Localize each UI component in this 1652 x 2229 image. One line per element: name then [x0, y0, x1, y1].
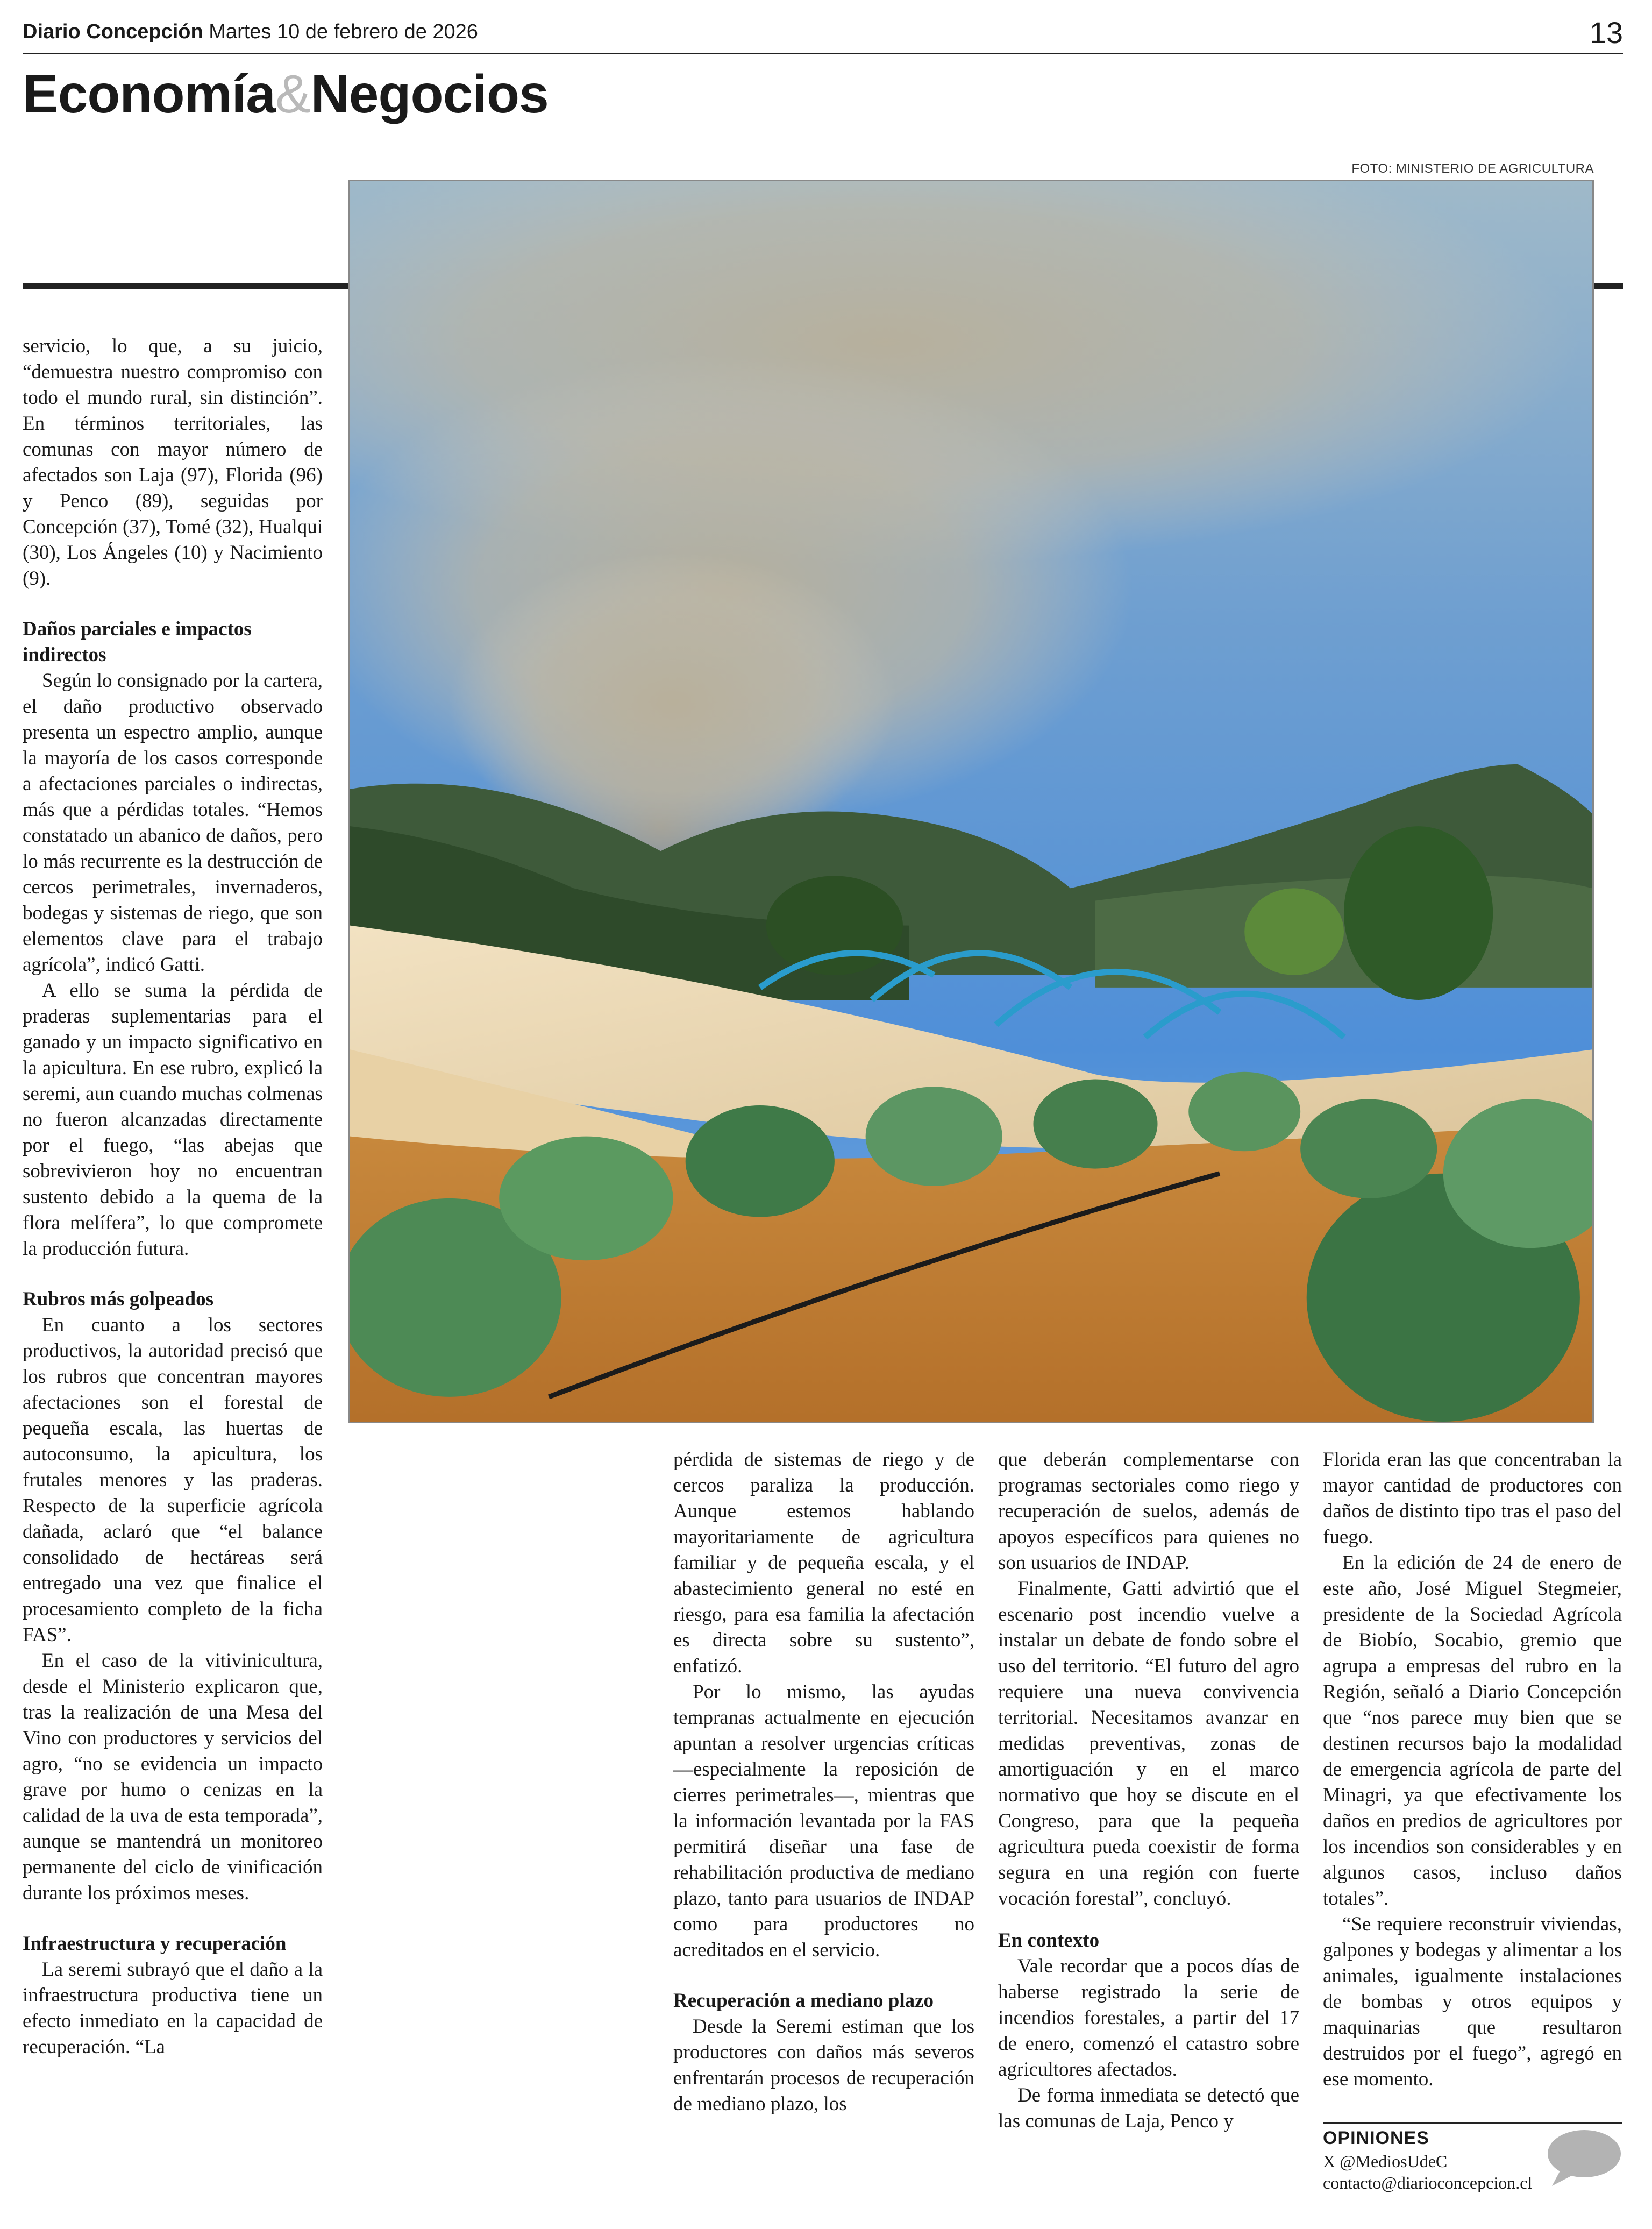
section-rule-right	[1594, 283, 1623, 289]
subheading-partial-damage: Daños parciales e impactos indirectos	[23, 618, 252, 666]
opinions-rule	[1323, 2122, 1622, 2124]
paragraph: Finalmente, Gatti advirtió que el escenario post incendio vuelve a instalar un debate de fondo sobre el uso del territorio. “El futuro del agro requiere una nueva convivencia territorial. Necesitamos avanzar en medidas preventivas, zonas de amortiguación y en el marco normativo que hoy se discute en el Congreso, para que la pequeña agricultura pueda coexistir de forma segura en una región con fuerte vocación forestal”, concluyó.	[998, 1578, 1299, 1909]
paragraph: Florida eran las que concentraban la mayor cantidad de productores con daños de distinto tipo tras el paso del fuego.	[1323, 1449, 1622, 1548]
page-number: 13	[1589, 16, 1623, 49]
section-title-ampersand: &	[275, 64, 311, 124]
paper-name: Diario Concepción	[23, 20, 203, 43]
opinions-x-handle[interactable]: X @MediosUdeC	[1323, 2152, 1448, 2171]
section-rule-left	[23, 283, 348, 289]
subheading-infrastructure: Infraestructura y recuperación	[23, 1933, 287, 1955]
paragraph: En cuanto a los sectores productivos, la autoridad precisó que los rubros que concentran mayores afectaciones son el forestal de pequeña escala, las huertas de autoconsumo, la apicultura, los frutales menores y las praderas. Respecto de la superficie agrícola dañada, aclaró que “el balance consolidado de hectáreas será entregado una vez que finalice el procesamiento completo de la ficha FAS”.	[23, 1314, 323, 1646]
paragraph: La seremi subrayó que el daño a la infraestructura productiva tiene un efecto inmediato en la capacidad de recuperación. “La	[23, 1958, 323, 2058]
header-rule	[23, 53, 1623, 54]
article-column-2	[673, 1447, 974, 2117]
paragraph: En el caso de la vitivinicultura, desde el Ministerio explicaron que, tras la realización de una Mesa del Vino con productores y servicios del agro, “no se evidencia un impacto grave por humo o cenizas en la calidad de la uva de esta temporada”, aunque se mantendrá un monitoreo permanente del ciclo de vinificación durante los próximos meses.	[23, 1650, 323, 1904]
article-column-1	[23, 333, 323, 2060]
article-column-3	[998, 1447, 1299, 2134]
opinions-title: OPINIONES	[1323, 2128, 1429, 2148]
speech-bubble-icon	[1544, 2128, 1622, 2188]
opinions-box	[1323, 2128, 1622, 2198]
section-title-part1: Economía	[23, 64, 275, 124]
paragraph: En la edición de 24 de enero de este año, José Miguel Stegmeier, presidente de la Sociedad Agrícola de Biobío, Socabio, gremio que agrupa a empresas del rubro en la Región, señaló a Diario Concepción que “nos parece muy bien que se destinen recursos bajo la modalidad de emergencia agrícola de parte del Minagri, ya que efectivamente los daños en predios de agricultores por los incendios son considerables y en algunos casos, incluso daños totales”.	[1323, 1552, 1622, 1909]
issue-date: Martes 10 de febrero de 2026	[209, 20, 478, 43]
main-photo	[348, 180, 1594, 1423]
paragraph: Vale recordar que a pocos días de haberse registrado la serie de incendios forestales, a partir del 17 de enero, comenzó el catastro sobre agricultores afectados.	[998, 1955, 1299, 2081]
section-title-part2: Negocios	[310, 64, 549, 124]
paragraph: Por lo mismo, las ayudas tempranas actualmente en ejecución apuntan a resolver urgencias críticas —especialmente la reposición de cierres perimetrales—, mientras que la información levantada por la FAS permitirá diseñar una fase de rehabilitación productiva de mediano plazo, tanto para usuarios de INDAP como para productores no acreditados en el servicio.	[673, 1681, 974, 1961]
article-column-4	[1323, 1447, 1622, 2092]
photo-illustration	[350, 181, 1592, 1422]
subheading-context: En contexto	[998, 1929, 1100, 1951]
subheading-medium-term-recovery: Recuperación a mediano plazo	[673, 1990, 934, 2012]
photo-credit: FOTO: MINISTERIO DE AGRICULTURA	[1351, 161, 1594, 176]
subheading-affected-sectors: Rubros más golpeados	[23, 1288, 214, 1310]
paragraph: Según lo consignado por la cartera, el daño productivo observado presenta un espectro amplio, aunque la mayoría de los casos corresponde a afectaciones parciales o indirectas, más que a pérdidas totales. “Hemos constatado un abanico de daños, pero lo más recurrente es la destrucción de cercos perimetrales, invernaderos, bodegas y sistemas de riego, que son elementos clave para el trabajo agrícola”, indicó Gatti.	[23, 670, 323, 976]
paragraph: De forma inmediata se detectó que las comunas de Laja, Penco y	[998, 2084, 1299, 2132]
paragraph: “Se requiere reconstruir viviendas, galpones y bodegas y alimentar a los animales, igualmente instalaciones de bombas y otros equipos y maquinarias que resultaron destruidos por el fuego”, agregó en ese momento.	[1323, 1913, 1622, 2090]
opinions-email[interactable]: contacto@diarioconcepcion.cl	[1323, 2173, 1533, 2192]
paragraph: Desde la Seremi estiman que los productores con daños más severos enfrentarán procesos de recuperación de mediano plazo, los	[673, 2015, 974, 2115]
paragraph: que deberán complementarse con programas sectoriales como riego y recuperación de suelos, además de apoyos específicos para quienes no son usuarios de INDAP.	[998, 1449, 1299, 1574]
paragraph: servicio, lo que, a su juicio, “demuestra nuestro compromiso con todo el mundo rural, sin distinción”. En términos territoriales, las comunas con mayor número de afectados son Laja (97), Florida (96) y Penco (89), seguidas por Concepción (37), Tomé (32), Hualqui (30), Los Ángeles (10) y Nacimiento (9).	[23, 335, 323, 590]
paragraph: A ello se suma la pérdida de praderas suplementarias para el ganado y un impacto significativo en la apicultura. En ese rubro, explicó la seremi, aun cuando muchas colmenas no fueron alcanzadas directamente por el fuego, “las abejas que sobrevivieron hoy no encuentran sustento debido a la quema de la flora melífera”, lo que compromete la producción futura.	[23, 979, 323, 1260]
section-title	[23, 63, 549, 125]
masthead	[23, 20, 478, 44]
paragraph: pérdida de sistemas de riego y de cercos paraliza la producción. Aunque estemos hablando mayoritariamente de agricultura familiar y de pequeña escala, y el abastecimiento general no esté en riesgo, para esa familia la afectación es directa sobre su sustento”, enfatizó.	[673, 1449, 974, 1677]
